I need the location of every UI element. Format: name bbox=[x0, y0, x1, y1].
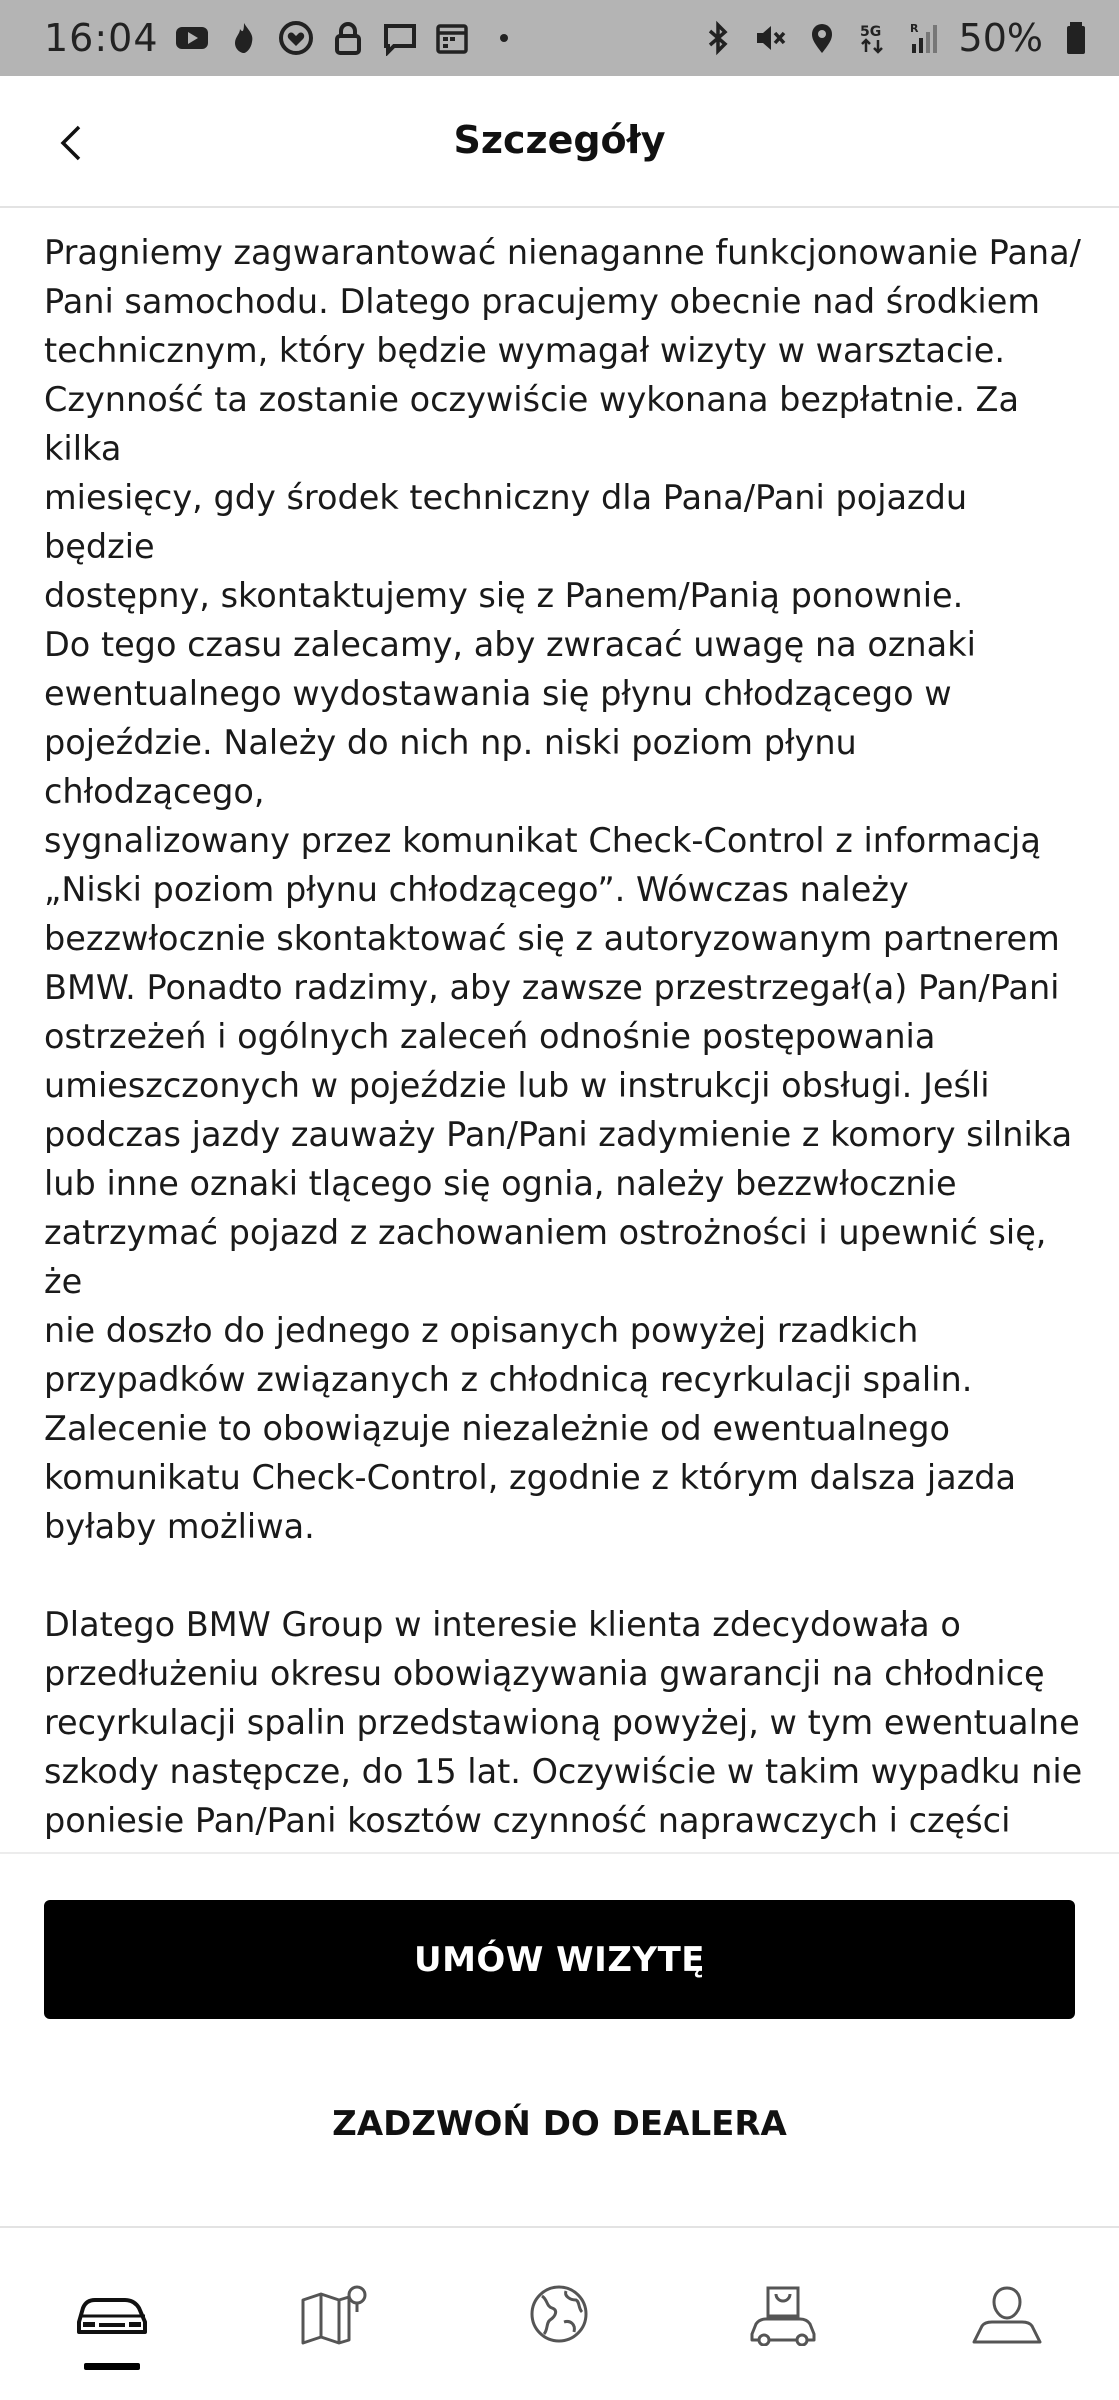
globe-icon bbox=[520, 2282, 598, 2346]
car-icon bbox=[73, 2282, 151, 2346]
battery-percent: 50% bbox=[958, 16, 1043, 60]
svg-text:5G: 5G bbox=[859, 24, 881, 40]
youtube-icon bbox=[173, 19, 211, 57]
status-bar bbox=[0, 0, 1119, 76]
lock-icon bbox=[329, 19, 367, 57]
details-text[interactable] bbox=[44, 228, 1084, 1850]
status-time: 16:04 bbox=[44, 16, 159, 60]
page-title: Szczegóły bbox=[453, 118, 666, 162]
status-left bbox=[44, 16, 523, 60]
nav-item-vehicle[interactable] bbox=[42, 2244, 182, 2384]
location-icon bbox=[803, 19, 841, 57]
bluetooth-icon bbox=[699, 19, 737, 57]
paragraph-1: Pragniemy zagwarantować nienaganne funkcjonowanie Pana/ Pani samochodu. Dlatego pracujemy obecnie nad środkiem technicznym, który będzie wymagał wizyty w warsztacie. Czynność ta zostanie oczywiście wykonana bezpłatnie. Za kilka miesięcy, gdy środek techniczny dla Pana/Pani pojazdu będzie dostępny, skontaktujemy się z Panem/Panią ponownie. Do tego czasu zalecamy, aby zwracać uwagę na oznaki ewentualnego wydostawania się płynu chłodzącego w pojeździe. Należy do nich np. niski poziom płynu chłodzącego, sygnalizowany przez komunikat Check-Control z informacją „Niski poziom płynu chłodzącego”. Wówczas należy bezzwłocznie skontaktować się z autoryzowanym partnerem BMW. Ponadto radzimy, aby zawsze przestrzegał(a) Pan/Pani ostrzeżeń i ogólnych zaleceń odnośnie postępowania umieszczonych w pojeździe lub w instrukcji obsługi. Jeśli podczas jazdy zauważy Pan/Pani zadymienie z komory silnika lub inne oznaki tlącego się ognia, należy bezzwłocznie zatrzymać pojazd z zachowaniem ostrożności i upewnić się, że nie doszło do jednego z opisanych powyżej rzadkich przypadków związanych z chłodnicą recyrkulacji spalin. Zalecenie to obowiązuje niezależnie od ewentualnego komunikatu Check-Control, zgodnie z którym dalsza jazda byłaby możliwa. bbox=[44, 233, 1081, 1546]
profile-icon bbox=[968, 2282, 1046, 2346]
book-appointment-button[interactable]: UMÓW WIZYTĘ bbox=[44, 1900, 1075, 2019]
nav-item-map[interactable] bbox=[266, 2244, 406, 2384]
nav-item-shop[interactable] bbox=[713, 2244, 853, 2384]
battery-icon bbox=[1057, 19, 1095, 57]
signal-icon bbox=[907, 19, 945, 57]
calendar-icon bbox=[433, 19, 471, 57]
shop-car-icon bbox=[744, 2282, 822, 2346]
heart-app-icon bbox=[277, 19, 315, 57]
divider bbox=[0, 1852, 1119, 1854]
chat-icon bbox=[381, 19, 419, 57]
svg-text:R: R bbox=[909, 22, 919, 35]
dot-icon bbox=[485, 19, 523, 57]
nav-item-profile[interactable] bbox=[937, 2244, 1077, 2384]
call-dealer-button[interactable]: ZADZWOŃ DO DEALERA bbox=[332, 2103, 787, 2144]
active-nav-indicator bbox=[84, 2363, 140, 2370]
bottom-nav bbox=[0, 2226, 1119, 2400]
paragraph-2: Dlatego BMW Group w interesie klienta zdecydowała o przedłużeniu okresu obowiązywania gwarancji na chłodnicę recyrkulacji spalin przedstawioną powyżej, w tym ewentualne szkody następcze, do 15 lat. Oczywiście w takim wypadku nie poniesie Pan/Pani kosztów czynność naprawczych i części bbox=[44, 1605, 1083, 1840]
nav-item-globe[interactable] bbox=[489, 2244, 629, 2384]
fire-app-icon bbox=[225, 19, 263, 57]
mute-icon bbox=[751, 19, 789, 57]
app-header bbox=[0, 76, 1119, 208]
status-right bbox=[699, 16, 1095, 60]
5g-icon bbox=[855, 19, 893, 57]
map-icon bbox=[297, 2282, 375, 2346]
